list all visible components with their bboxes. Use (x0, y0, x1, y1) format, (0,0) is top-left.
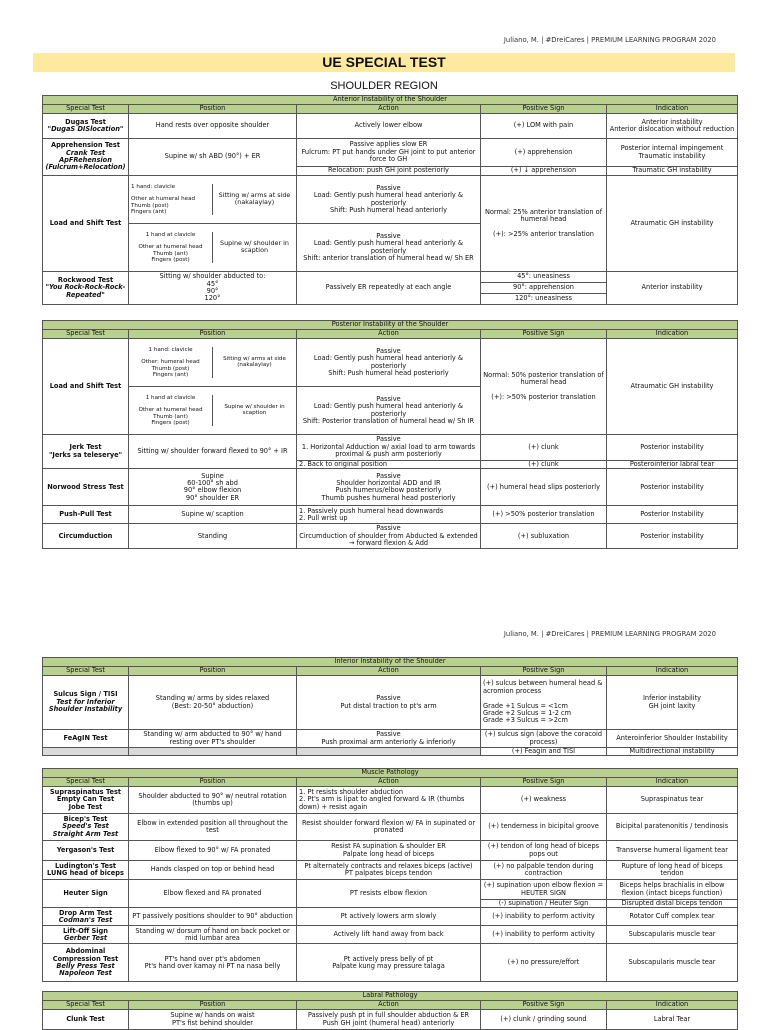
patient-position: Supine w/ shoulder in scaption (224, 404, 285, 417)
test-name-text: Ludington's Test (54, 861, 117, 870)
col-position: Position (129, 778, 297, 787)
indication-cell: Anterior instability (607, 272, 738, 305)
table-row (43, 1010, 738, 1030)
col-indication: Indication (607, 330, 738, 339)
test-name-text: Dugas Test (65, 117, 106, 126)
test-alias: "DugaS DISlocation" (47, 125, 124, 133)
test-alias: (Fulcrum+Relocation) (45, 163, 126, 172)
position-cell: Standing w/ dorsum of hand on back pocket or mid lumbar area (129, 926, 297, 944)
indication-cell: Transverse humeral ligament tear (607, 841, 738, 861)
test-name (43, 814, 129, 841)
empty-cell (297, 748, 481, 756)
col-position: Position (129, 667, 297, 676)
sign-cell: (+) Feagin and TISI (481, 748, 607, 756)
sign-cell: (+) sulcus between humeral head & acromion process Grade +1 Sulcus = <1cm Grade +2 Sulcus = 1-2 cm Grade +3 Sulcus = >2cm (481, 676, 607, 730)
col-indication: Indication (607, 667, 738, 676)
sign-cell: (+) sulcus sign (above the coracoid process) (481, 730, 607, 748)
indication-cell: Anterior instability Anterior dislocation without reduction (607, 114, 738, 139)
sign-cell: (+) LOM with pain (481, 114, 607, 139)
indication-cell: Anteroinferior Shoulder Instability (607, 730, 738, 748)
position-cell: Supine w/ hands on waist PT's fist behind shoulder (129, 1010, 297, 1030)
sign-cell: (+) clunk (481, 435, 607, 461)
indication-cell: Subscapularis muscle tear (607, 926, 738, 944)
test-name: FeAgIN Test (43, 730, 129, 748)
sign-cell: (+) ↓ apprehension (481, 167, 607, 176)
test-name-text: Supraspinatus Test (49, 787, 122, 796)
sign-cell: (+) inability to perform activity (481, 926, 607, 944)
action-cell: Actively lift hand away from back (297, 926, 481, 944)
test-alias: Codman's Test (58, 915, 113, 924)
test-name-text: Sulcus Sign / TISI (53, 690, 118, 699)
table-row (43, 139, 738, 167)
action-cell: Passively push pt in full shoulder abduction & ER Push GH joint (humeral head) anteriorly (297, 1010, 481, 1030)
action-cell: Passive Load: Gently push humeral head anteriorly & posteriorly Shift: Posterior translation of humeral head w/ Sh IR (297, 387, 481, 435)
action-cell: Passive Load: Gently push humeral head anteriorly & posteriorly Shift: anterior translation of humeral head w/ Sh ER (297, 224, 481, 272)
table-row (43, 176, 738, 224)
test-name: Push-Pull Test (43, 506, 129, 524)
test-alias: "Jerks sa teleserye" (48, 450, 123, 459)
action-cell: Actively lower elbow (297, 114, 481, 139)
patient-position: Supine w/ shoulder in scaption (220, 239, 289, 255)
indication-cell: Multidirectional instability (607, 748, 738, 756)
col-position: Position (129, 330, 297, 339)
col-indication: Indication (607, 105, 738, 114)
test-name (43, 787, 129, 814)
indication-cell: Atraumatic GH instability (607, 176, 738, 272)
col-positive-sign: Positive Sign (481, 667, 607, 676)
action-cell: PT resists elbow flexion (297, 880, 481, 908)
sign-cell: (+) inability to perform activity (481, 908, 607, 926)
position-cell (129, 387, 297, 435)
sign-cell: (-) supination / Heuter Sign (481, 900, 607, 908)
sign-cell: (+) >50% posterior translation (481, 506, 607, 524)
posterior-instability-table (42, 320, 738, 549)
table-row (43, 944, 738, 982)
test-name (43, 272, 129, 305)
sign-cell: 120°: uneasiness (481, 294, 607, 305)
test-alias: Napoleon Test (59, 969, 112, 978)
action-cell: Resist FA supination & shoulder ER Palpate long head of biceps (297, 841, 481, 861)
test-alias: Empty Can Test (56, 795, 115, 804)
action-cell: Pt alternately contracts and relaxes biceps (active) PT palpates biceps tendon (297, 861, 481, 880)
action-cell: 1. Passively push humeral head downwards 2. Pull wrist up (297, 506, 481, 524)
indication-cell: Disrupted distal biceps tendon (607, 900, 738, 908)
sign-cell: 90°: apprehension (481, 283, 607, 294)
position-cell: Hand rests over opposite shoulder (129, 114, 297, 139)
table-row (43, 730, 738, 748)
col-position: Position (129, 105, 297, 114)
action-cell: Passive applies slow ER Fulcrum: PT put hands under GH joint to put anterior force to GH (297, 139, 481, 167)
position-cell: PT passively positions shoulder to 90° abduction (129, 908, 297, 926)
position-cell (129, 339, 297, 387)
sign-cell: (+) supination upon elbow flexion = HEUTER SIGN (481, 880, 607, 900)
position-cell: Standing (129, 524, 297, 549)
indication-cell: Subscapularis muscle tear (607, 944, 738, 982)
test-name (43, 908, 129, 926)
test-name-text: Lift-Off Sign (63, 926, 108, 935)
section-header: Anterior Instability of the Shoulder (43, 96, 738, 105)
sign-cell: (+) no palpable tendon during contraction (481, 861, 607, 880)
table-row (43, 676, 738, 730)
action-cell: Pt actively press belly of pt Palpate kung may pressure talaga (297, 944, 481, 982)
action-cell: Passively ER repeatedly at each angle (297, 272, 481, 305)
test-name-text: Abdominal Compression Test (52, 947, 119, 963)
table-row (43, 841, 738, 861)
test-alias: Gerber Test (63, 933, 108, 942)
inferior-instability-table (42, 657, 738, 756)
indication-cell: Biceps helps brachialis in elbow flexion (intact biceps function) (607, 880, 738, 900)
col-action: Action (297, 1001, 481, 1010)
test-name-text: Drop Arm Test (59, 908, 112, 917)
test-alias: Speed's Test (62, 822, 109, 831)
test-name (43, 139, 129, 176)
indication-cell: Posteroinferior labral tear (607, 461, 738, 469)
col-indication: Indication (607, 778, 738, 787)
test-name: Load and Shift Test (43, 176, 129, 272)
col-action: Action (297, 105, 481, 114)
col-action: Action (297, 667, 481, 676)
position-cell: Standing w/ arm abducted to 90° w/ hand resting over PT's shoulder (129, 730, 297, 748)
col-indication: Indication (607, 1001, 738, 1010)
test-name (43, 926, 129, 944)
table-row (43, 339, 738, 387)
sign-cell: 45°: uneasiness (481, 272, 607, 283)
position-cell: Supine 60-100° sh abd 90° elbow flexion 90° shoulder ER (129, 469, 297, 506)
indication-cell: Posterior instability (607, 469, 738, 506)
test-name (43, 944, 129, 982)
col-special-test: Special Test (43, 105, 129, 114)
test-alias: LUNG head of biceps (47, 869, 124, 877)
action-cell: 2. Back to original position (297, 461, 481, 469)
test-alias: "You Rock-Rock-Rock-Repeated" (45, 283, 126, 299)
sign-cell: (+) clunk (481, 461, 607, 469)
patient-position: Sitting w/ arms at side (nakalaylay) (223, 356, 286, 369)
test-name-text: Bicep's Test (63, 814, 108, 823)
position-cell: Elbow in extended position all throughout the test (129, 814, 297, 841)
page-header: Juliano, M. | #DreiCares | PREMIUM LEARNING PROGRAM 2020 (503, 630, 716, 638)
document-title: UE SPECIAL TEST (33, 53, 735, 72)
test-name: Heuter Sign (43, 880, 129, 908)
test-alias: Straight Arm Test (52, 829, 119, 838)
position-cell: Elbow flexed and FA pronated (129, 880, 297, 908)
hand-placement: 1 hand: clavicle Other: humeral head Thumb (post) Fingers (ant) (129, 347, 213, 378)
action-cell: Passive Circumduction of shoulder from Abducted & extended → forward flexion & Add (297, 524, 481, 549)
action-cell: Passive Put distal traction to pt's arm (297, 676, 481, 730)
sign-cell: (+) tenderness in bicipital groove (481, 814, 607, 841)
position-cell: Sitting w/ shoulder forward flexed to 90° + IR (129, 435, 297, 469)
sign-cell: (+) no pressure/effort (481, 944, 607, 982)
col-position: Position (129, 1001, 297, 1010)
test-name: Norwood Stress Test (43, 469, 129, 506)
col-special-test: Special Test (43, 667, 129, 676)
indication-cell: Rupture of long head of biceps tendon (607, 861, 738, 880)
position-cell: Shoulder abducted to 90° w/ neutral rotation (thumbs up) (129, 787, 297, 814)
page-header: Juliano, M. | #DreiCares | PREMIUM LEARNING PROGRAM 2020 (503, 36, 716, 44)
patient-position: Sitting w/ arms at side (nakalaylay) (218, 191, 291, 207)
col-special-test: Special Test (43, 778, 129, 787)
test-alias: Crank Test (65, 148, 106, 157)
sign-cell: (+) tendon of long head of biceps pops out (481, 841, 607, 861)
table-row (43, 469, 738, 506)
indication-cell: Supraspinatus tear (607, 787, 738, 814)
section-header: Posterior Instability of the Shoulder (43, 321, 738, 330)
position-cell: PT's hand over pt's abdomen Pt's hand over kamay ni PT na nasa belly (129, 944, 297, 982)
test-alias: Belly Press Test (56, 961, 115, 970)
position-cell (129, 224, 297, 272)
table-row (43, 748, 738, 756)
sign-cell: (+) clunk / grinding sound (481, 1010, 607, 1030)
sign-cell: Normal: 25% anterior translation of humeral head (+): >25% anterior translation (481, 176, 607, 272)
col-positive-sign: Positive Sign (481, 105, 607, 114)
action-cell: Passive Shoulder horizontal ADD and IR Push humerus/elbow posteriorly Thumb pushes humeral head posteriorly (297, 469, 481, 506)
table-row (43, 880, 738, 900)
table-row (43, 926, 738, 944)
col-positive-sign: Positive Sign (481, 330, 607, 339)
empty-cell (43, 748, 129, 756)
col-positive-sign: Positive Sign (481, 778, 607, 787)
test-name (43, 435, 129, 469)
test-name (43, 114, 129, 139)
action-cell: Passive Push proximal arm anteriorly & inferiorly (297, 730, 481, 748)
table-row (43, 861, 738, 880)
muscle-pathology-table (42, 768, 738, 982)
action-cell: Relocation: push GH joint posteriorly (297, 167, 481, 176)
col-positive-sign: Positive Sign (481, 1001, 607, 1010)
position-cell: Supine w/ scaption (129, 506, 297, 524)
test-name (43, 676, 129, 730)
section-header: Muscle Pathology (43, 769, 738, 778)
table-row (43, 114, 738, 139)
sign-cell: (+) humeral head slips posteriorly (481, 469, 607, 506)
action-cell: Pt actively lowers arm slowly (297, 908, 481, 926)
test-name: Load and Shift Test (43, 339, 129, 435)
action-cell: Resist shoulder forward flexion w/ FA in supinated or pronated (297, 814, 481, 841)
test-name: Clunk Test (43, 1010, 129, 1030)
col-action: Action (297, 778, 481, 787)
section-header: Labral Pathology (43, 992, 738, 1001)
position-cell: Standing w/ arms by sides relaxed (Best: 20-50° abduction) (129, 676, 297, 730)
indication-cell: Traumatic GH instability (607, 167, 738, 176)
indication-cell: Posterior instability (607, 435, 738, 461)
position-cell (129, 176, 297, 224)
position-cell: Sitting w/ shoulder abducted to: 45° 90° 120° (129, 272, 297, 305)
section-header: Inferior Instability of the Shoulder (43, 658, 738, 667)
test-name-text: Apprehension Test (50, 141, 120, 150)
test-name (43, 861, 129, 880)
test-name: Yergason's Test (43, 841, 129, 861)
table-row (43, 524, 738, 549)
sign-cell: Normal: 50% posterior translation of humeral head (+): >50% posterior translation (481, 339, 607, 435)
action-cell: Passive Load: Gently push humeral head anteriorly & posteriorly Shift: Push humeral head posteriorly (297, 339, 481, 387)
indication-cell: Bicipital paratenonitis / tendinosis (607, 814, 738, 841)
col-action: Action (297, 330, 481, 339)
hand-placement: 1 hand at clavicle Other at humeral head Thumb (ant) Fingers (post) (129, 395, 213, 426)
table-row (43, 814, 738, 841)
indication-cell: Atraumatic GH instability (607, 339, 738, 435)
indication-cell: Posterior instability (607, 524, 738, 549)
col-special-test: Special Test (43, 330, 129, 339)
labral-pathology-table (42, 991, 738, 1030)
test-name: Circumduction (43, 524, 129, 549)
position-cell: Supine w/ sh ABD (90°) + ER (129, 139, 297, 176)
table-row (43, 506, 738, 524)
position-cell: Hands clasped on top or behind head (129, 861, 297, 880)
anterior-instability-table (42, 95, 738, 305)
region-heading: SHOULDER REGION (330, 80, 438, 92)
test-alias: Jobe Test (68, 802, 103, 811)
sign-cell: (+) subluxation (481, 524, 607, 549)
col-special-test: Special Test (43, 1001, 129, 1010)
test-name-text: Rockwood Test (57, 275, 114, 284)
indication-cell: Posterior internal impingement Traumatic instability (607, 139, 738, 167)
test-name-text: Jerk Test (69, 443, 102, 452)
table-row (43, 908, 738, 926)
sign-cell: (+) apprehension (481, 139, 607, 167)
position-cell: Elbow flexed to 90° w/ FA pronated (129, 841, 297, 861)
indication-cell: Inferior instability GH joint laxity (607, 676, 738, 730)
indication-cell: Rotator Cuff complex tear (607, 908, 738, 926)
indication-cell: Labral Tear (607, 1010, 738, 1030)
indication-cell: Posterior Instability (607, 506, 738, 524)
table-row (43, 787, 738, 814)
hand-placement: 1 hand: clavicle Other at humeral head Thumb (post) Fingers (ant) (129, 184, 213, 215)
table-row (43, 272, 738, 283)
sign-cell: (+) weakness (481, 787, 607, 814)
action-cell: Passive Load: Gently push humeral head anteriorly & posteriorly Shift: Push humeral head anteriorly (297, 176, 481, 224)
table-row (43, 435, 738, 461)
test-alias: ApFRehension (59, 156, 112, 164)
action-cell: Passive 1. Horizontal Adduction w/ axial load to arm towards proximal & push arm posteriorly (297, 435, 481, 461)
test-alias: Test for Inferior Shoulder Instability (48, 697, 123, 714)
hand-placement: 1 hand at clavicle Other at humeral head Thumb (ant) Fingers (post) (129, 232, 213, 263)
empty-cell (129, 748, 297, 756)
action-cell: 1. Pt resists shoulder abduction 2. Pt's arm is lipat to angled forward & IR (thumbs down) + resist again (297, 787, 481, 814)
